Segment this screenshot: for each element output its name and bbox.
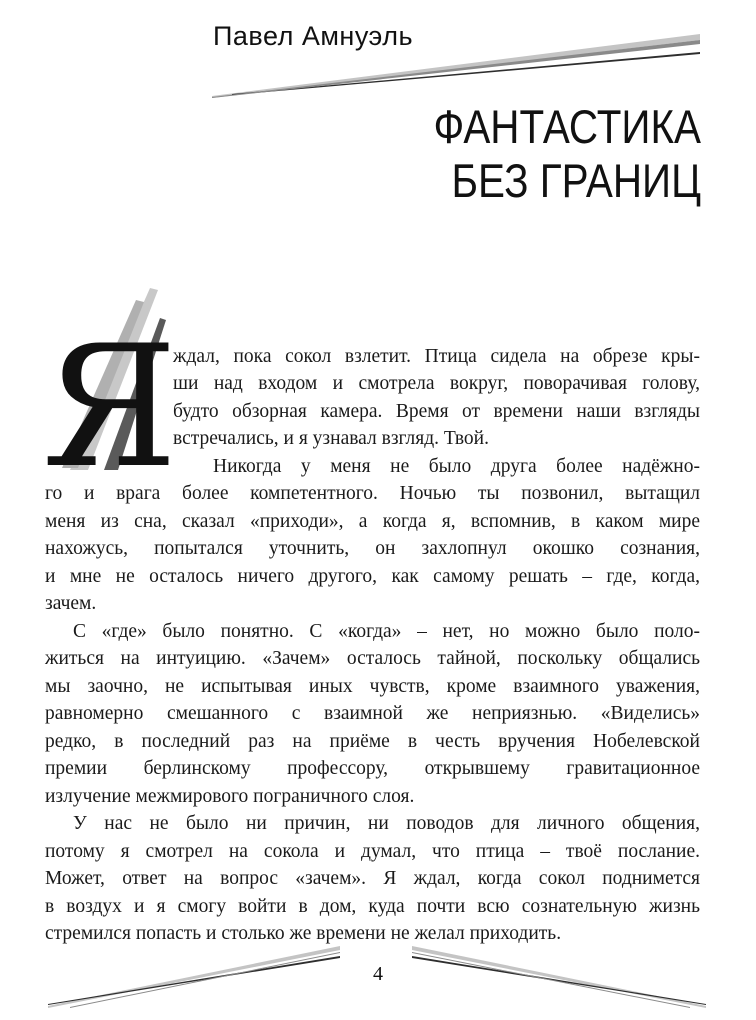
text-line-20: Может, ответ на вопрос «зачем». Я ждал, когда сокол поднимется <box>45 868 700 889</box>
text-line-10: зачем. <box>45 593 97 614</box>
title-line-2: БЕЗ ГРАНИЦ <box>451 154 701 207</box>
text-line-12: житься на интуицию. «Зачем» осталось тайной, поскольку общались <box>45 648 700 669</box>
page-number: 4 <box>373 963 383 985</box>
text-line-6: го и врага более компетентного. Ночью ты позвонил, вытащил <box>45 483 700 504</box>
text-line-3: будто обзорная камера. Время от времени наши взгляды <box>173 401 700 422</box>
text-line-11: С «где» было понятно. С «когда» – нет, но можно было поло- <box>73 621 700 642</box>
text-line-4: встречались, и я узнавал взгляд. Твой. <box>173 428 489 449</box>
text-line-2: ши над входом и смотрела вокруг, поворачивая голову, <box>173 373 700 394</box>
text-line-9: и мне не осталось ничего другого, как самому решать – где, когда, <box>45 566 700 587</box>
author-name: Павел Амнуэль <box>213 21 414 51</box>
text-line-16: премии берлинскому профессору, открывшему гравитационное <box>45 758 700 779</box>
text-line-18: У нас не было ни причин, ни поводов для личного общения, <box>73 813 700 834</box>
text-line-19: потому я смотрел на сокола и думал, что птица – твоё послание. <box>45 841 700 862</box>
text-line-22: стремился попасть и столько же времени не желал приходить. <box>45 923 562 944</box>
text-line-1: ждал, пока сокол взлетит. Птица сидела на обрезе кры- <box>173 346 700 367</box>
text-line-14: равномерно смешанного с взаимной же неприязнью. «Виделись» <box>45 703 700 724</box>
drop-cap: Я <box>42 309 178 505</box>
text-line-7: меня из сна, сказал «приходи», а когда я, вспомнив, в каком мире <box>45 511 700 532</box>
title-line-1: ФАНТАСТИКА <box>433 100 701 153</box>
text-line-15: редко, в последний раз на приёме в честь вручения Нобелевской <box>45 731 700 752</box>
text-line-17: излучение межмирового пограничного слоя. <box>45 786 415 807</box>
text-line-5: Никогда у меня не было друга более надёжно- <box>213 456 700 477</box>
text-line-21: в воздух и я смогу войти в дом, куда почти всю сознательную жизнь <box>45 896 700 917</box>
text-line-13: мы заочно, не испытывая иных чувств, кроме взаимного уважения, <box>45 676 700 697</box>
text-line-8: нахожусь, попытался уточнить, он захлопнул окошко сознания, <box>45 538 700 559</box>
